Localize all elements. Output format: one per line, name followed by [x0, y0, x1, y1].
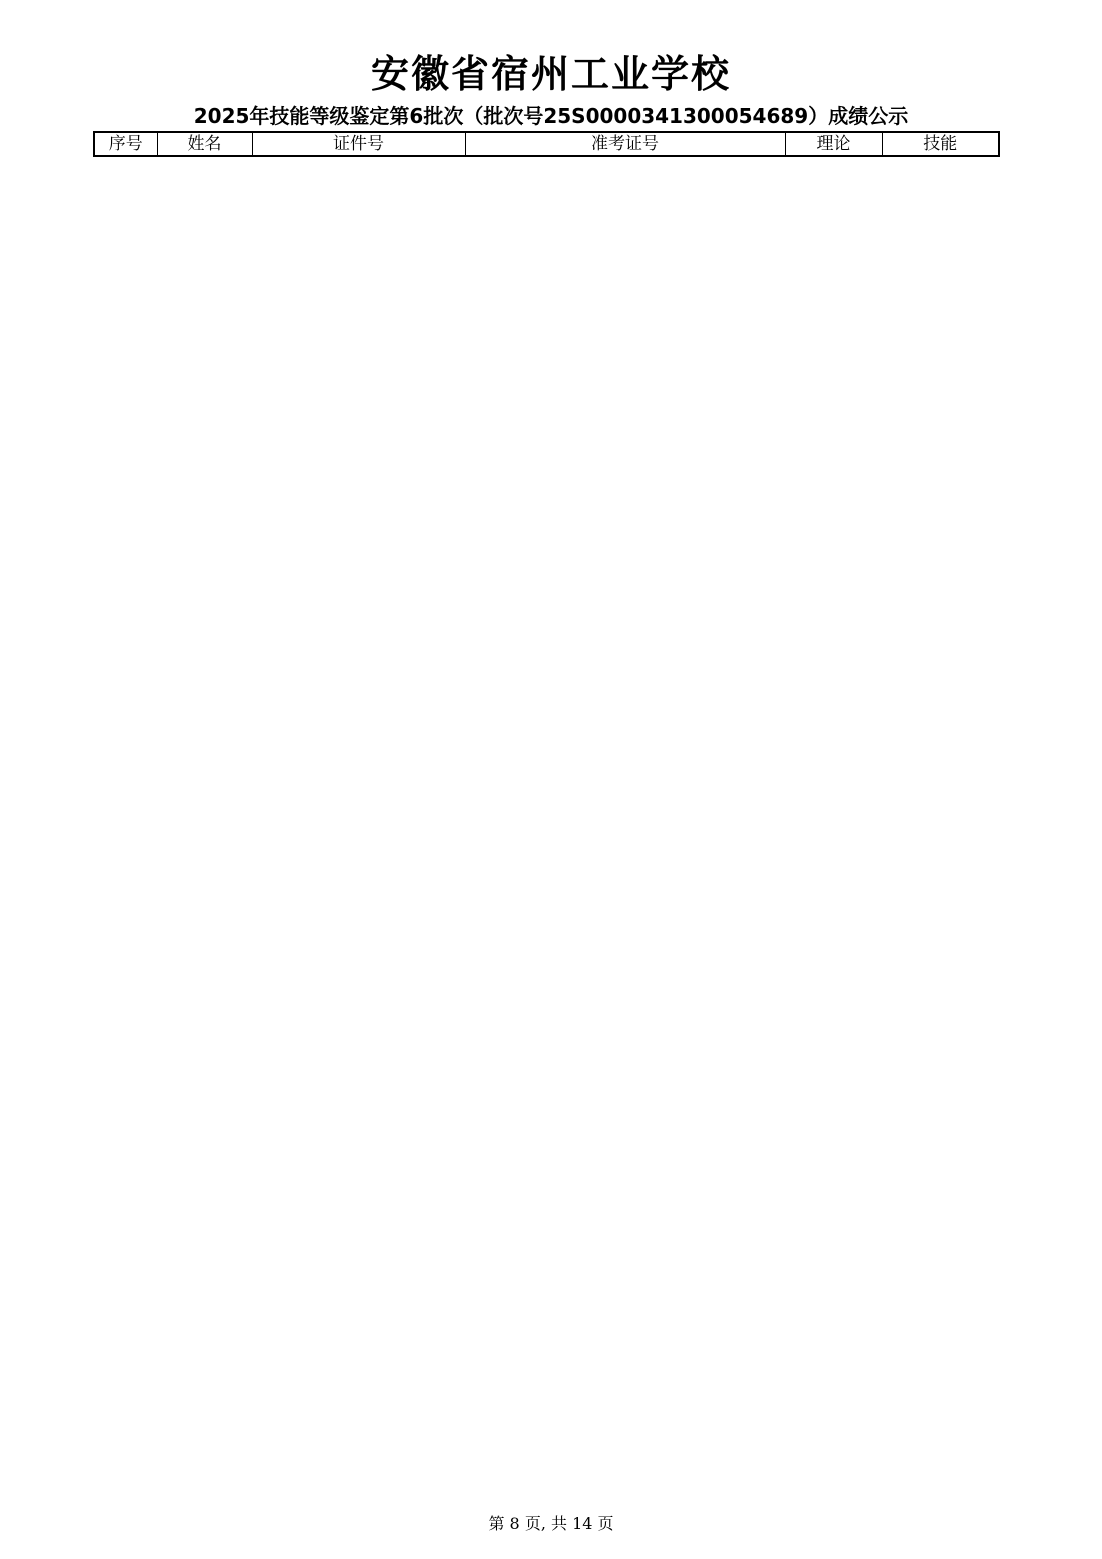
page-title: 安徽省宿州工业学校 — [370, 52, 731, 96]
page-subtitle: 2025年技能等级鉴定第6批次（批次号25S0000341300054689）成绩公示 — [193, 104, 909, 128]
page-footer: 第 8 页, 共 14 页 — [488, 1514, 614, 1533]
header-name: 姓名 — [157, 132, 252, 156]
table-header-row — [94, 132, 999, 156]
header-exam-number: 准考证号 — [465, 132, 785, 156]
header-id-number: 证件号 — [252, 132, 465, 156]
score-table — [93, 131, 1000, 157]
header-theory: 理论 — [785, 132, 882, 156]
header-skill: 技能 — [882, 132, 999, 156]
header-seq: 序号 — [94, 132, 157, 156]
